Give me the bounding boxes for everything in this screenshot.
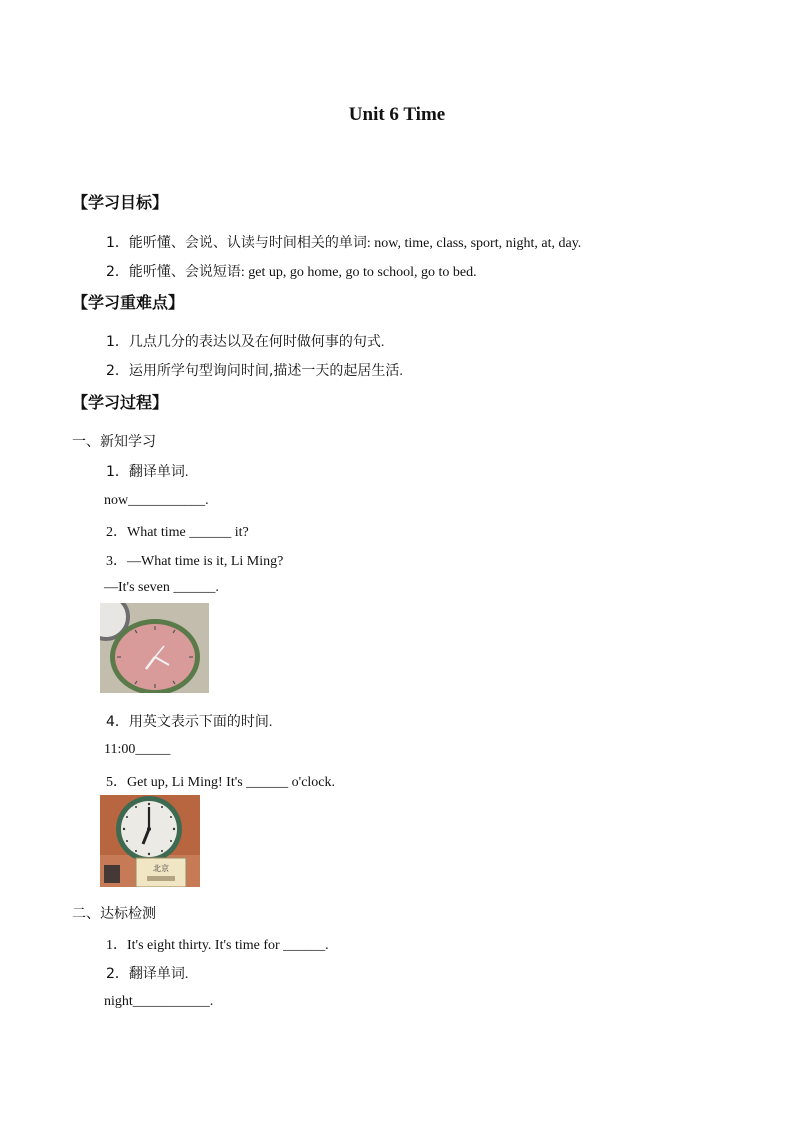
s2-q2-answer: night___________. xyxy=(104,994,214,1009)
s1-q1-answer: now___________. xyxy=(104,493,209,508)
s1-q4-en: . xyxy=(268,715,273,730)
heading-key-points: 【学习重难点】 xyxy=(72,293,185,312)
key-point-2-cn: 运用所学句型询问时间,描述一天的起居生活 xyxy=(128,363,400,379)
goal-1-cn: 能听懂、会说、认读与时间相关的单词 xyxy=(128,235,367,251)
s1-question-5: 5．Get up, Li Ming! It's ______ o'clock. xyxy=(106,775,336,790)
key-point-1 xyxy=(106,331,384,351)
key-point-1-en: . xyxy=(380,335,385,350)
s1-q4-answer: 11:00_____ xyxy=(104,742,171,757)
goal-item-1 xyxy=(106,232,581,252)
s1-question-1 xyxy=(106,461,188,481)
s2-q2-en: . xyxy=(184,967,189,982)
s1-q1-num: 1． xyxy=(106,464,129,480)
heading-process: 【学习过程】 xyxy=(72,393,169,412)
s2-q2-cn: 翻译单词 xyxy=(128,966,185,982)
goal-2-cn: 能听懂、会说短语 xyxy=(128,264,241,280)
key-point-1-num: 1． xyxy=(106,334,129,350)
page-title: Unit 6 Time xyxy=(348,104,446,125)
s1-q4-cn: 用英文表示下面的时间 xyxy=(128,714,269,730)
key-point-2-en: . xyxy=(399,364,403,379)
s1-q3-answer: —It's seven ______. xyxy=(104,580,219,595)
section-1-title: 一、新知学习 xyxy=(72,434,156,450)
s2-question-1: 1．It's eight thirty. It's time for ______. xyxy=(106,938,329,953)
goal-1-en: : now, time, class, sport, night, at, day. xyxy=(366,236,582,251)
goal-2-num: 2． xyxy=(106,264,129,280)
clock-image-2 xyxy=(100,795,200,887)
sign-text: 北京 xyxy=(153,864,169,873)
goal-item-2 xyxy=(106,261,477,281)
s1-question-4 xyxy=(106,711,272,731)
key-point-1-cn: 几点几分的表达以及在何时做何事的句式 xyxy=(128,334,381,350)
s2-q2-num: 2． xyxy=(106,966,129,982)
key-point-2 xyxy=(106,360,403,380)
heading-goals: 【学习目标】 xyxy=(72,193,169,212)
key-point-2-num: 2． xyxy=(106,363,129,379)
goal-1-num: 1． xyxy=(106,235,129,251)
s1-q1-en: . xyxy=(184,465,189,480)
s2-question-2 xyxy=(106,963,188,983)
s1-question-3: 3．—What time is it, Li Ming? xyxy=(106,554,284,569)
goal-2-en: : get up, go home, go to school, go to bed. xyxy=(240,265,477,280)
section-2-title: 二、达标检测 xyxy=(72,906,156,922)
s1-q1-cn: 翻译单词 xyxy=(128,464,185,480)
clock-image-1 xyxy=(100,603,209,693)
s1-q4-num: 4． xyxy=(106,714,129,730)
s1-question-2: 2．What time ______ it? xyxy=(106,525,249,540)
